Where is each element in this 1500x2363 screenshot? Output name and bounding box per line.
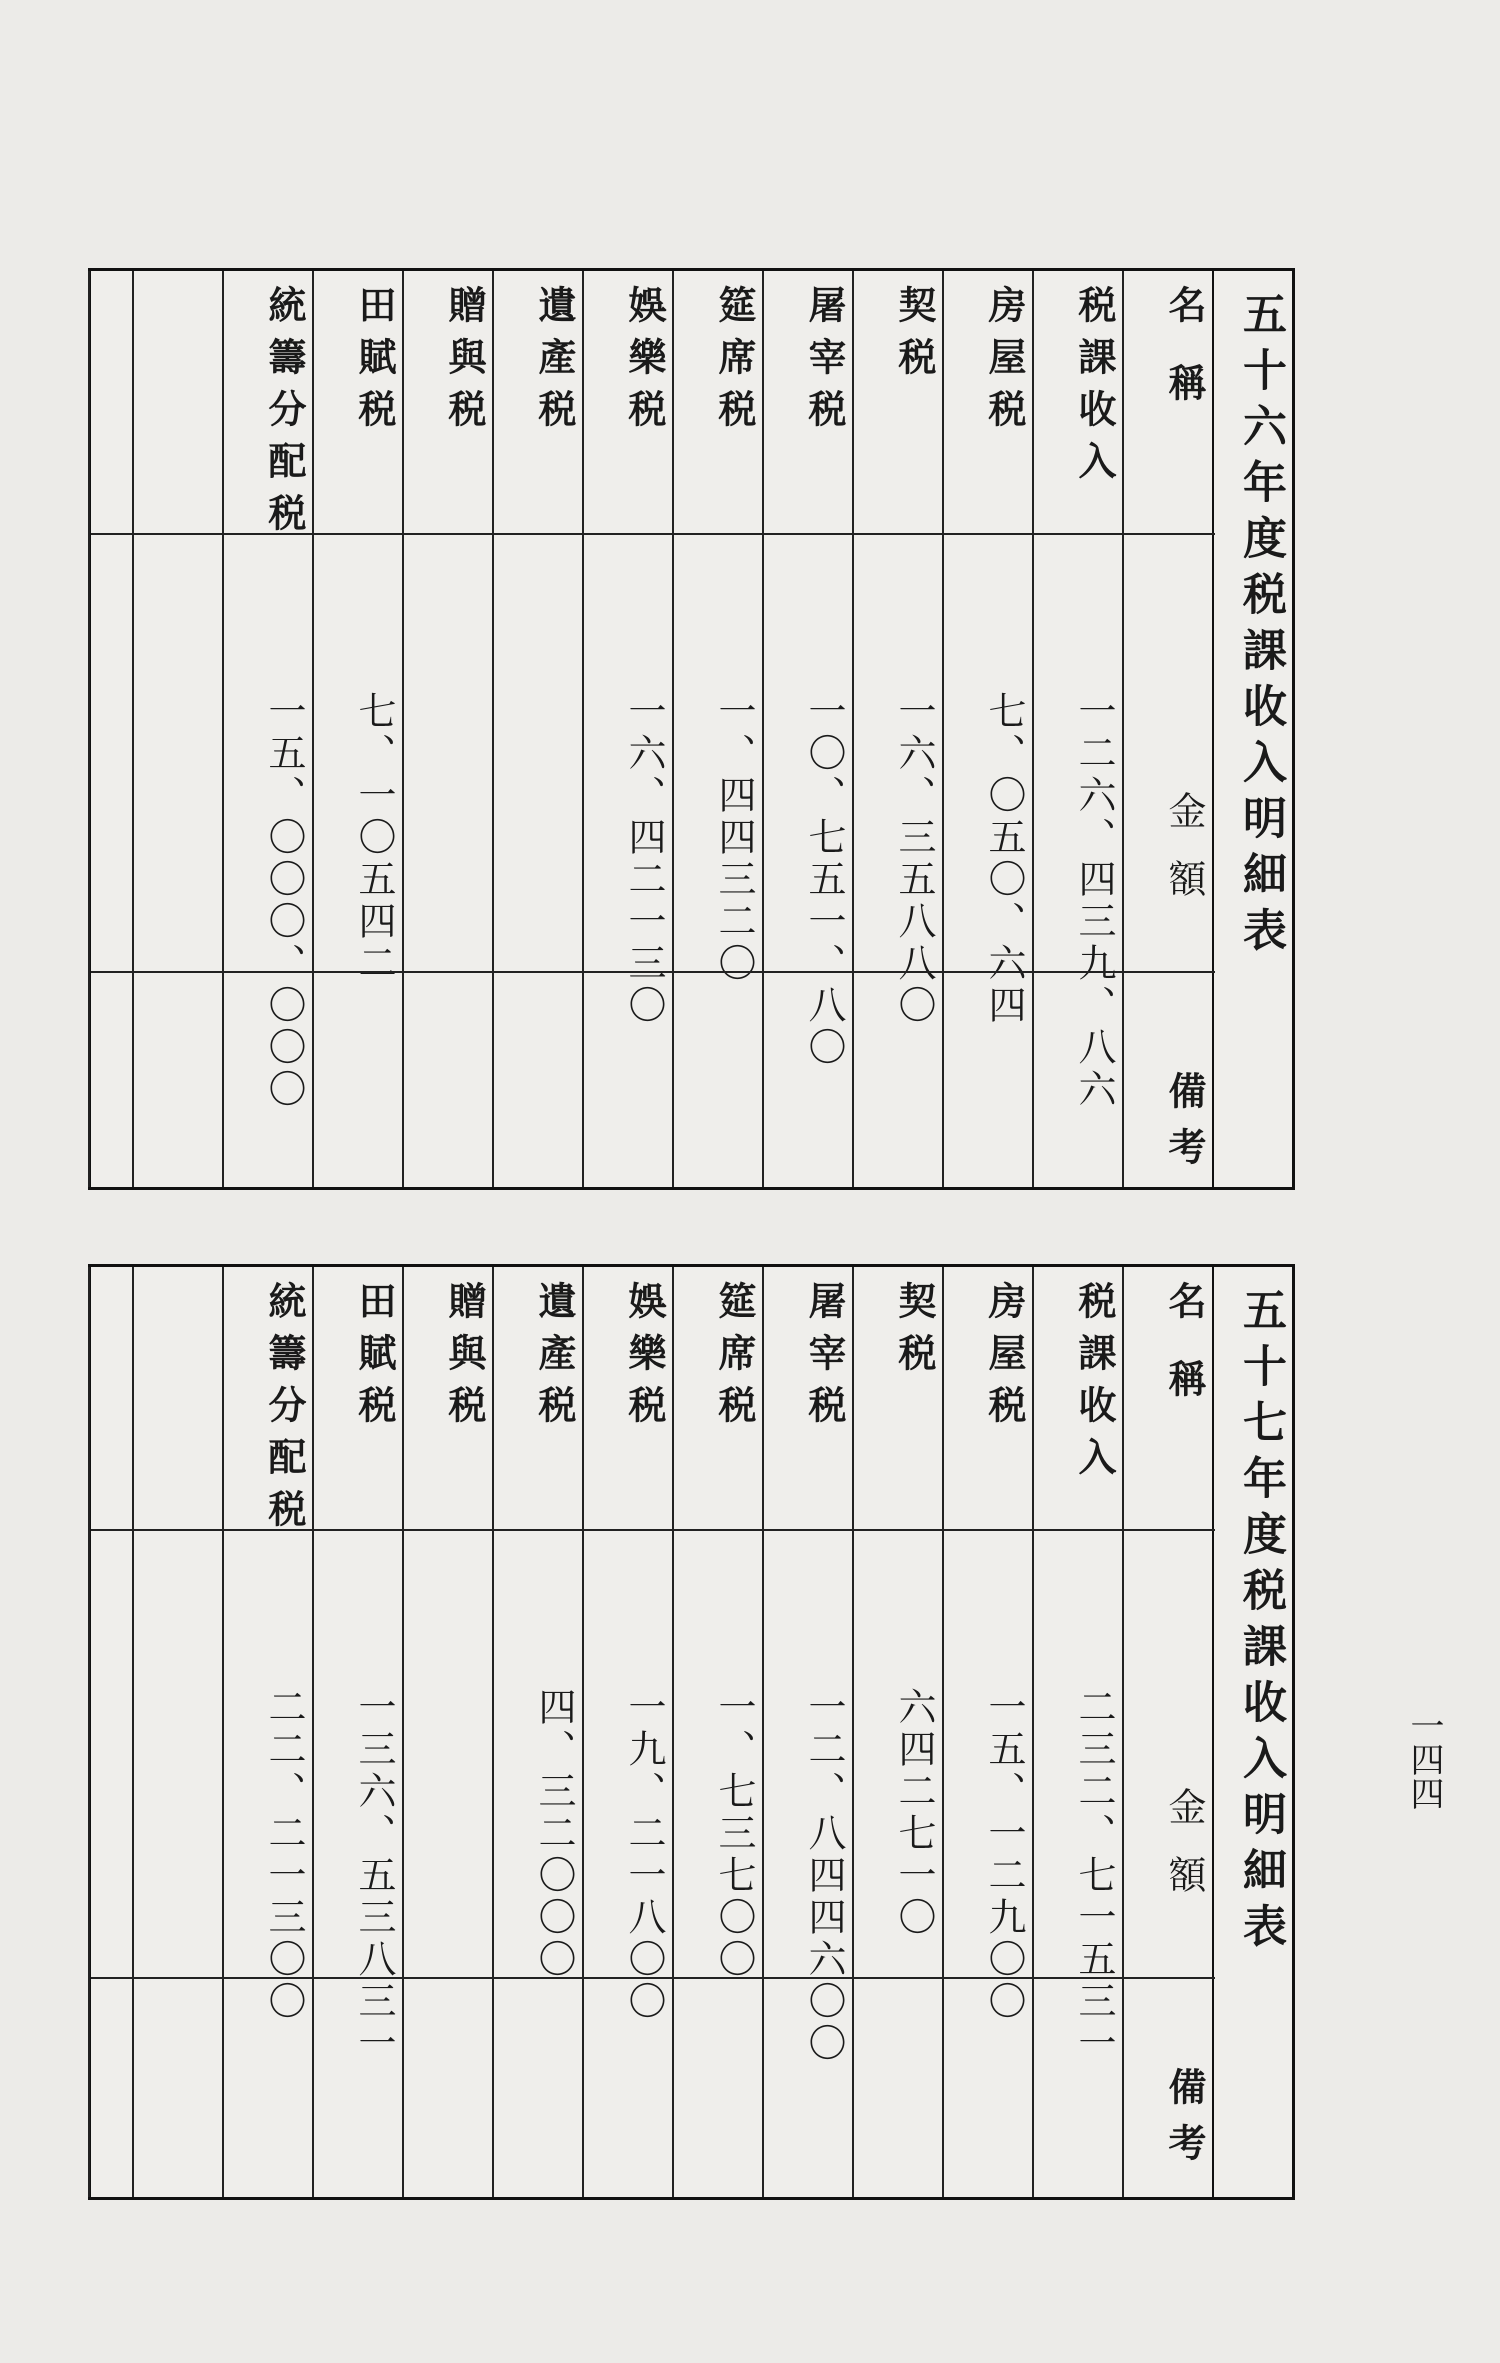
row-amount: 一二、八四四六〇〇: [802, 1687, 846, 2065]
table-row: [402, 1267, 492, 2197]
table-row: [582, 271, 672, 1187]
row-name: 統籌分配税: [262, 1281, 307, 1541]
tax-table-57: [88, 1264, 1295, 2200]
header-name: 名稱: [1162, 1281, 1207, 1437]
row-amount: 七、〇五〇、六四: [982, 691, 1026, 1027]
table-row: [132, 271, 222, 1187]
row-name: 筵席税: [712, 285, 757, 441]
row-name: 房屋税: [982, 1281, 1027, 1437]
row-name: 贈與税: [442, 285, 487, 441]
row-name: 贈與税: [442, 1281, 487, 1437]
table-row: [852, 1267, 942, 2197]
table-row: [132, 1267, 222, 2197]
table-row: [1032, 271, 1122, 1187]
row-name: 房屋税: [982, 285, 1027, 441]
divider: [91, 1977, 1215, 1979]
table-row: [762, 271, 852, 1187]
table-row: [672, 271, 762, 1187]
row-amount: 一九、二一八〇〇: [622, 1687, 666, 2023]
row-amount: 六四二七一〇: [892, 1687, 936, 1939]
row-amount: 一六、三五八八〇: [892, 691, 936, 1027]
table-row: [88, 1267, 132, 2197]
row-amount: 一二六、四三九、八六: [1072, 691, 1116, 1111]
header-column: [1122, 1267, 1212, 2197]
table-title: 五十七年度税課收入明細表: [1212, 1267, 1292, 2197]
row-name: 遺產税: [532, 285, 577, 441]
row-name: 契税: [892, 285, 937, 389]
row-amount: 二三二、七一五三一: [1072, 1687, 1116, 2065]
table-row: [312, 271, 402, 1187]
row-name: 税課收入: [1072, 285, 1117, 493]
row-name: 娛樂税: [622, 1281, 667, 1437]
table-row: [852, 271, 942, 1187]
row-amount: 七、一〇五四二: [352, 691, 396, 985]
header-note: 備考: [1162, 2067, 1207, 2179]
row-name: 税課收入: [1072, 1281, 1117, 1489]
table-row: [88, 271, 132, 1187]
table-row: [492, 271, 582, 1187]
table-row: [582, 1267, 672, 2197]
header-amount: 金額: [1162, 1787, 1206, 1923]
header-name: 名稱: [1162, 285, 1207, 441]
row-name: 筵席税: [712, 1281, 757, 1437]
row-amount: 一五、一二九〇〇: [982, 1687, 1026, 2023]
table-row: [402, 271, 492, 1187]
row-name: 遺產税: [532, 1281, 577, 1437]
table-row: [1032, 1267, 1122, 2197]
row-name: 田賦税: [352, 1281, 397, 1437]
table-row: [762, 1267, 852, 2197]
table-row: [942, 1267, 1032, 2197]
page-number: 一四四: [1404, 1708, 1444, 1810]
table-row: [222, 271, 312, 1187]
row-amount: 一三六、五三八三一: [352, 1687, 396, 2065]
header-amount: 金額: [1162, 791, 1206, 927]
row-amount: 一〇、七五一、八〇: [802, 691, 846, 1069]
row-amount: 二二、二一三〇〇: [262, 1687, 306, 2023]
divider: [91, 971, 1215, 973]
table-row: [222, 1267, 312, 2197]
table-title: 五十六年度税課收入明細表: [1212, 271, 1292, 1187]
header-column: [1122, 271, 1212, 1187]
row-amount: 一、七三七〇〇: [712, 1687, 756, 1981]
row-amount: 一、四四三二〇: [712, 691, 756, 985]
table-row: [672, 1267, 762, 2197]
row-name: 契税: [892, 1281, 937, 1385]
row-amount: 一六、四二一三〇: [622, 691, 666, 1027]
header-note: 備考: [1162, 1071, 1207, 1183]
row-name: 統籌分配税: [262, 285, 307, 545]
table-row: [312, 1267, 402, 2197]
row-name: 娛樂税: [622, 285, 667, 441]
row-amount: 四、三二〇〇〇: [532, 1687, 576, 1981]
row-amount: 一五、〇〇〇、〇〇〇: [262, 691, 306, 1111]
row-name: 屠宰税: [802, 1281, 847, 1437]
divider: [91, 1529, 1215, 1531]
row-name: 田賦税: [352, 285, 397, 441]
table-row: [492, 1267, 582, 2197]
table-row: [942, 271, 1032, 1187]
tax-table-56: [88, 268, 1295, 1190]
divider: [91, 533, 1215, 535]
row-name: 屠宰税: [802, 285, 847, 441]
